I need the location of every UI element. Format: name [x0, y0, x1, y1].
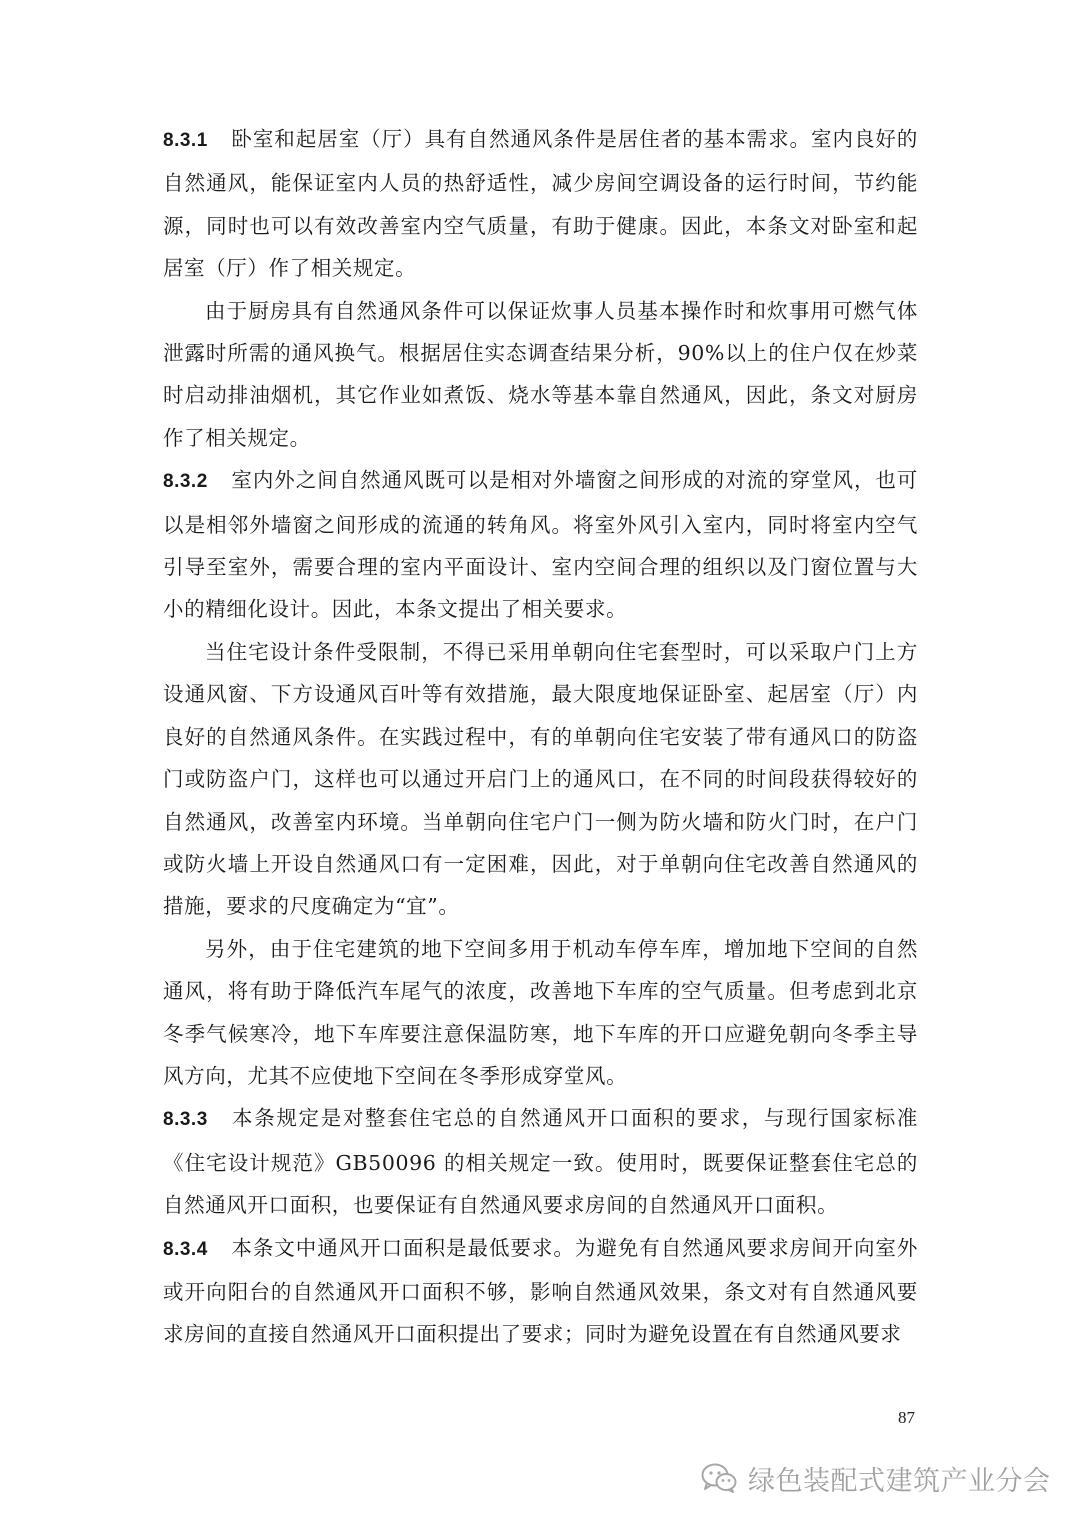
paragraph-text: 由于厨房具有自然通风条件可以保证炊事人员基本操作时和炊事用可燃气体泄露时所需的通风换气。根据居住实态调查结果分析，90%以上的住户仅在炒菜时启动排油烟机，其它作业如煮饭、烧水等基本靠自然通风，因此，条文对厨房作了相关规定。	[163, 298, 918, 450]
paragraph-text: 另外，由于住宅建筑的地下空间多用于机动车停车库，增加地下空间的自然通风，将有助于降低汽车尾气的浓度，改善地下车库的空气质量。但考虑到北京冬季气候寒冷，地下车库要注意保温防寒，地下车库的开口应避免朝向冬季主导风方向，尤其不应使地下空间在冬季形成穿堂风。	[163, 936, 918, 1088]
watermark-text: 绿色装配式建筑产业分会	[748, 1465, 1051, 1497]
paragraph-text: 室内外之间自然通风既可以是相对外墙窗之间形成的对流的穿堂风，也可以是相邻外墙窗之间形成的流通的转角风。将室外风引入室内，同时将室内空气引导至室外，需要合理的室内平面设计、室内空间合理的组织以及门窗位置与大小的精细化设计。因此，本条文提出了相关要求。	[163, 468, 918, 622]
paragraph-8-3-3	[163, 1097, 918, 1226]
paragraph-text: 当住宅设计条件受限制，不得已采用单朝向住宅套型时，可以采取户门上方设通风窗、下方设通风百叶等有效措施，最大限度地保证卧室、起居室（厅）内良好的自然通风条件。在实践过程中，有的单朝向住宅安装了带有通风口的防盗门或防盗户门，这样也可以通过开启门上的通风口，在不同的时间段获得较好的自然通风，改善室内环境。当单朝向住宅户门一侧为防火墙和防火门时，在户门或防火墙上开设自然通风口有一定困难，因此，对于单朝向住宅改善自然通风的措施，要求的尺度确定为“宜”。	[163, 639, 918, 919]
paragraph-text: 本条规定是对整套住宅总的自然通风开口面积的要求，与现行国家标准《住宅设计规范》GB50096 的相关规定一致。使用时，既要保证整套住宅总的自然通风开口面积，也要保证有自然通风要求房间的自然通风开口面积。	[163, 1106, 918, 1218]
paragraph-8-3-2	[163, 459, 918, 631]
clause-number: 8.3.4	[163, 1238, 208, 1260]
clause-number: 8.3.3	[163, 1109, 208, 1131]
paragraph-kitchen	[163, 290, 918, 460]
clause-number: 8.3.2	[163, 471, 208, 493]
paragraph-text: 卧室和起居室（厅）具有自然通风条件是居住者的基本需求。室内良好的自然通风，能保证室内人员的热舒适性，减少房间空调设备的运行时间，节约能源，同时也可以有效改善室内空气质量，有助于健康。因此，本条文对卧室和起居室（厅）作了相关规定。	[163, 127, 918, 281]
paragraph-underground	[163, 928, 918, 1098]
wechat-icon	[700, 1462, 738, 1494]
page-number: 87	[898, 1408, 915, 1427]
watermark	[700, 1458, 1051, 1498]
paragraph-single-orientation	[163, 631, 918, 928]
clause-number: 8.3.1	[163, 130, 208, 151]
document-body	[163, 118, 918, 1356]
paragraph-8-3-1	[163, 118, 918, 290]
paragraph-8-3-4	[163, 1227, 918, 1356]
paragraph-text: 本条文中通风开口面积是最低要求。为避免有自然通风要求房间开向室外或开向阳台的自然通风开口面积不够，影响自然通风效果，条文对有自然通风要求房间的直接自然通风开口面积提出了要求；同时为避免设置在有自然通风要求	[163, 1235, 918, 1347]
